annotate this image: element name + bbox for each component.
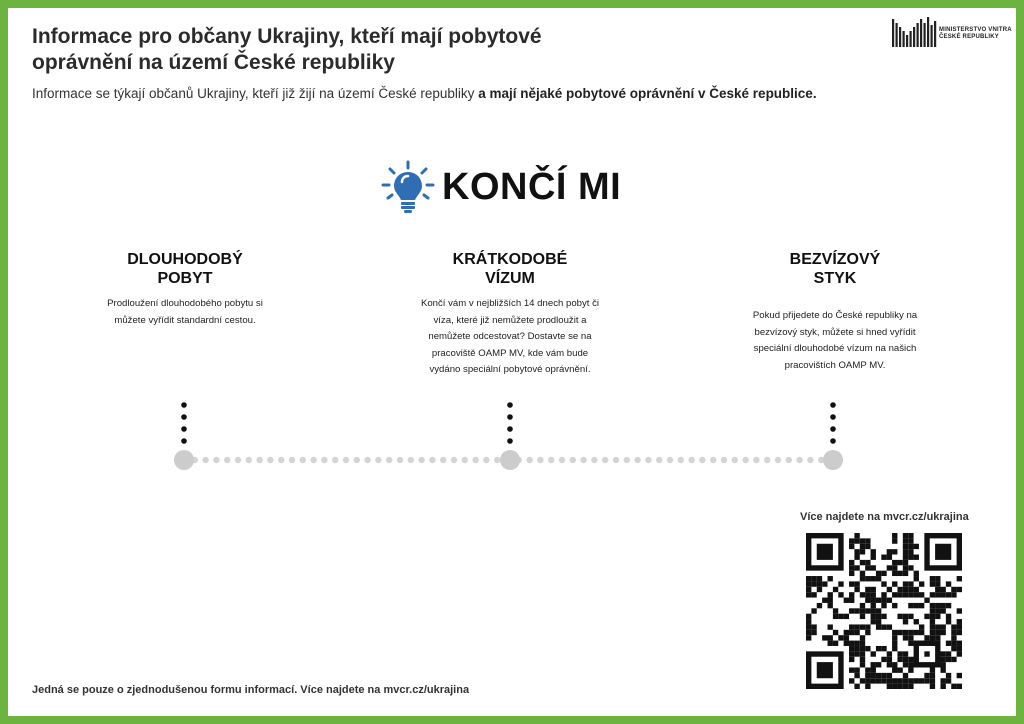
qr-caption: Více najdete na mvcr.cz/ukrajina [800,511,969,523]
text-line: Prodloužení dlouhodobého pobytu si [107,298,263,309]
text-line: nemůžete odcestovat? Dostavte se na [428,331,592,342]
column-long-term-stay [90,250,280,288]
text-line: víza, které již nemůžete prodloužit a [433,314,587,326]
footer-note: Jedná se pouze o zjednodušenou formu informací. Více najdete na mvcr.cz/ukrajina [32,684,470,696]
column-short-term-visa [415,250,605,288]
column-title [415,250,605,288]
title-line-1: Informace pro občany Ukrajiny, kteří mají pobytové [32,25,542,48]
headline-text: KONČÍ MI [442,166,622,208]
logo-line-2: ČESKÉ REPUBLIKY [939,34,1000,40]
title-line-2: oprávnění na území České republiky [32,51,395,74]
text-line: bezvízový styk, můžete si hned vyřídit [754,326,916,338]
text-line: Končí vám v nejbližších 14 dnech pobyt či [420,298,600,309]
ministry-logo-text [939,27,1012,41]
column-long-term-stay-text [90,296,280,329]
column-text [732,308,938,374]
column-visa-free [740,250,930,288]
text-line: Pokud přijedete do České republiky na [752,310,918,321]
text-line: vydáno speciální pobytové oprávnění. [429,364,591,375]
column-title-line-2: STYK [813,270,857,287]
text-line: pracovištích OAMP MV. [784,359,886,371]
column-title-line-1: KRÁTKODOBÉ [452,251,568,268]
column-title [740,250,930,288]
page-subtitle [32,86,817,101]
column-title-line-1: DLOUHODOBÝ [127,251,243,268]
text-line: speciální dlouhodobé vízum na našich [753,343,917,354]
column-title-line-2: POBYT [157,270,213,287]
headline [380,160,640,216]
column-title-line-1: BEZVÍZOVÝ [789,251,881,268]
column-title [90,250,280,288]
qr-code-icon[interactable] [806,533,962,689]
column-visa-free-text [732,308,938,374]
column-title-line-2: VÍZUM [485,270,535,287]
subtitle-bold: a mají nějaké pobytové oprávnění v České republice. [478,86,817,101]
subtitle-plain: Informace se týkají občanů Ukrajiny, kteří již žijí na území České republiky [32,86,479,101]
column-text [90,296,280,329]
text-line: můžete vyřídit standardní cestou. [114,314,256,326]
page-title [32,24,592,76]
lightbulb-icon [380,160,436,216]
logo-line-1: MINISTERSTVO VNITRA [939,27,1012,33]
text-line: pracoviště OAMP MV, kde vám bude [431,347,589,359]
column-text [407,296,613,379]
column-short-term-visa-text [407,296,613,379]
